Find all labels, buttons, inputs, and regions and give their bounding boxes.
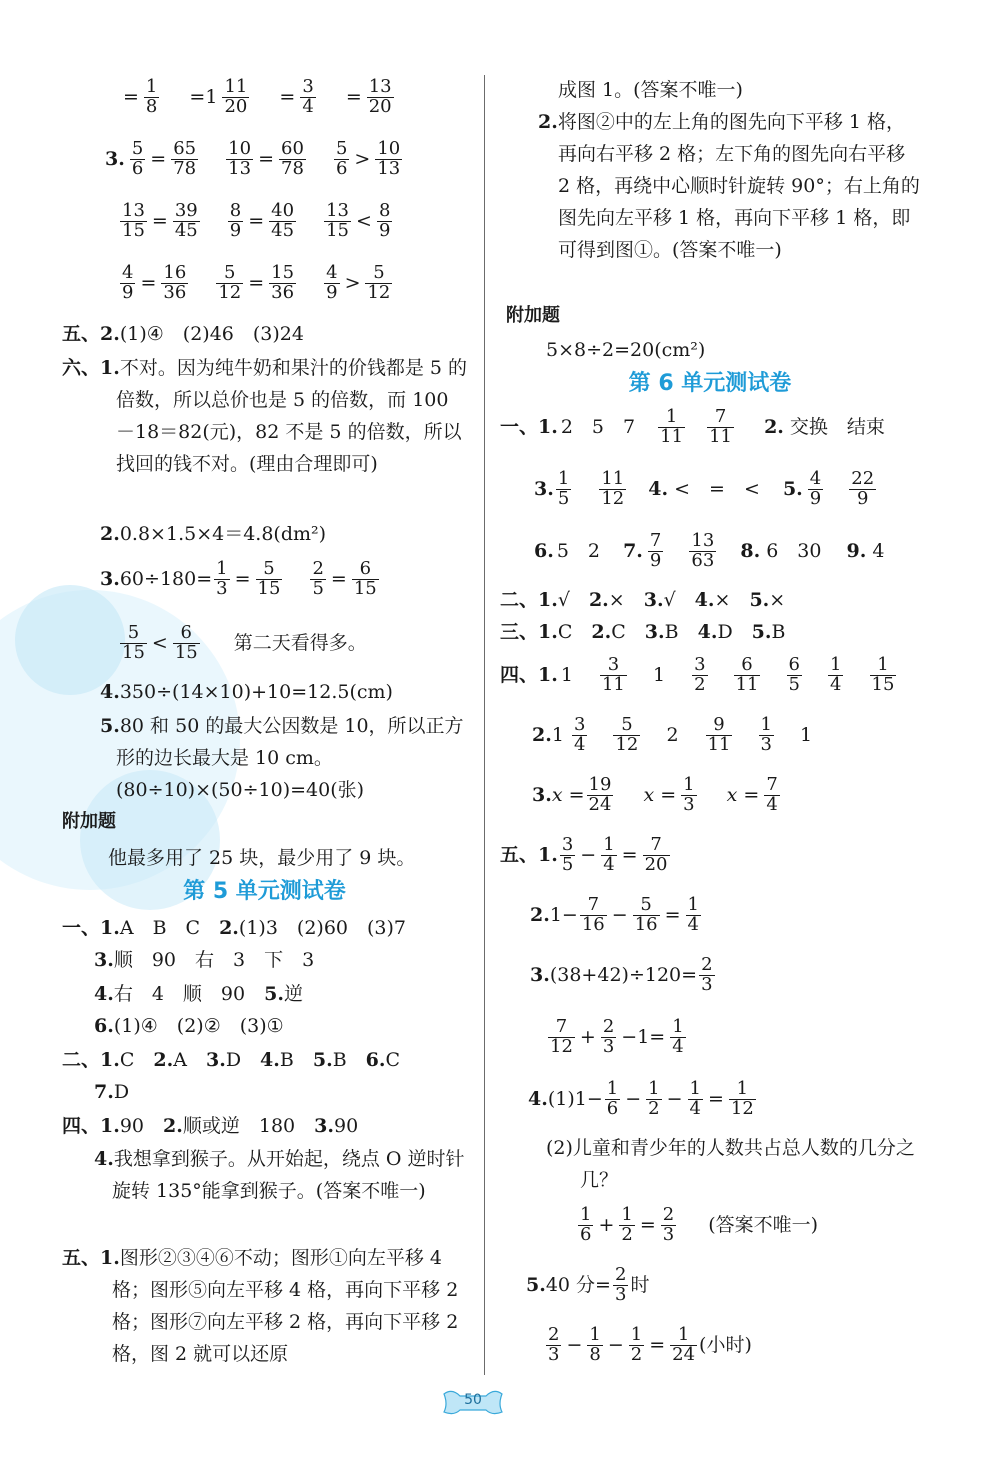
fraction-compare-row: $\frac{13}{15}$ = $\frac{39}{45}$ $\frac{8}{9}$ = $\frac{40}{45}$ $\frac{13}{15}$ < $\frac{8}{9}$	[122, 200, 391, 241]
answer-line: 5×8÷2=20(cm²)	[546, 339, 706, 361]
unit-5-title: 第 5 单元测试卷	[183, 879, 346, 904]
answer-equation: 2.1− $\frac{7}{16}$ − $\frac{5}{16}$ = $\frac{1}{4}$	[530, 894, 699, 935]
answer-equation: $\frac{7}{12}$ + $\frac{2}{3}$ −1= $\frac{1}{4}$	[550, 1016, 684, 1057]
answer-line: 他最多用了 25 块，最少用了 9 块。	[108, 847, 416, 869]
answer-equation: 3.(38+42)÷120= $\frac{2}{3}$	[530, 954, 713, 995]
answer-equation: 一、1. 2 5 7 $\frac{1}{11}$ $\frac{7}{11}$ 2. 交换 结束	[500, 406, 885, 447]
answer-equation: $\frac{2}{3}$ − $\frac{1}{8}$ − $\frac{1}{2}$ = $\frac{1}{24}$ (小时)	[548, 1324, 752, 1365]
answer-equation: 3. $\frac{1}{5}$ $\frac{11}{12}$ 4. < = < 5. $\frac{4}{9}$ $\frac{22}{9}$	[534, 468, 875, 509]
answer-line: 二、1.√ 2.× 3.√ 4.× 5.×	[500, 589, 786, 611]
answer-line: 4.右 4 顺 90 5.逆	[94, 983, 303, 1005]
answer-line: 7.D	[94, 1081, 130, 1103]
answer-line: 一、1.A B C 2.(1)3 (2)60 (3)7	[62, 917, 407, 939]
answer-equation: 4.(1)1− $\frac{1}{6}$ − $\frac{1}{2}$ − $\frac{1}{4}$ = $\frac{1}{12}$	[528, 1078, 754, 1119]
bonus-title: 附加题	[506, 305, 560, 326]
left-column	[62, 0, 467, 1400]
bonus-title: 附加题	[62, 811, 116, 832]
answer-paragraph: 5.80 和 50 的最大公因数是 10，所以正方形的边长最大是 10 cm。	[100, 715, 464, 769]
page-number-badge	[440, 1388, 506, 1416]
answer-equation: $\frac{1}{6}$ + $\frac{1}{2}$ = $\frac{2}{3}$ (答案不唯一)	[580, 1204, 819, 1245]
fraction: $\frac{13}{20}$	[368, 76, 392, 117]
fraction: $\frac{11}{20}$	[224, 76, 248, 117]
answer-line: 4.350÷(14×10)+10=12.5(cm)	[100, 681, 393, 703]
fraction-row: = $\frac{1}{8}$ =1 $\frac{11}{20}$ = $\frac{3}{4}$ = $\frac{13}{20}$	[123, 76, 392, 117]
answer-equation: 3.x = $\frac{19}{24}$ x = $\frac{1}{3}$ x = $\frac{7}{4}$	[532, 774, 778, 815]
answer-equation: 6. 5 2 7. $\frac{7}{9}$ $\frac{13}{63}$ 8. 6 30 9. 4	[534, 530, 885, 571]
right-column	[500, 0, 920, 1400]
page-number: 50	[464, 1392, 482, 1408]
fraction: $\frac{1}{8}$	[145, 76, 158, 117]
fraction: $\frac{3}{4}$	[302, 76, 314, 117]
answer-paragraph: 五、1.图形②③④⑥不动；图形①向左平移 4 格；图形⑤向左平移 4 格，再向下平移 2 格；图形⑦向左平移 2 格，再向下平移 2 格，图 2 就可以还原	[62, 1247, 459, 1365]
answer-equation: 五、1. $\frac{3}{5}$ − $\frac{1}{4}$ = $\frac{7}{20}$	[500, 834, 668, 875]
answer-paragraph: (2)儿童和青少年的人数共占总人数的几分之几？	[546, 1137, 915, 1191]
answer-equation: 2.1 $\frac{3}{4}$ $\frac{5}{12}$ 2 $\frac{9}{11}$ $\frac{1}{3}$ 1	[532, 714, 813, 755]
answer-equation: 5.40 分= $\frac{2}{3}$ 时	[526, 1264, 650, 1305]
answer-line: 二、1.C 2.A 3.D 4.B 5.B 6.C	[62, 1049, 401, 1071]
answer-paragraph: 4.我想拿到猴子。从开始起，绕点 O 逆时针旋转 135°能拿到猴子。(答案不唯一)	[94, 1148, 465, 1202]
answer-equation: 3.60÷180= $\frac{1}{3}$ = $\frac{5}{15}$ $\frac{2}{5}$ = $\frac{6}{15}$	[100, 558, 377, 599]
answer-equation: 四、1. 1 $\frac{3}{11}$ 1 $\frac{3}{2}$ $\frac{6}{11}$ $\frac{6}{5}$ $\frac{1}{4}$ $\frac{1}{15}$	[500, 654, 895, 695]
answer-paragraph: 2.将图②中的左上角的图先向下平移 1 格，再向右平移 2 格；左下角的图先向右平移 2 格，再绕中心顺时针旋转 90°；右上角的图先向左平移 1 格，再向下平移 1 格，即可得到图①。(答案不唯一)	[538, 111, 920, 261]
answer-line: 3.顺 90 右 3 下 3	[94, 949, 315, 971]
answer-line: 6.(1)④ (2)② (3)①	[94, 1015, 284, 1037]
answer-line: 成图 1。(答案不唯一)	[558, 79, 743, 101]
answer-line: 五、2.(1)④ (2)46 (3)24	[62, 323, 304, 345]
answer-line: 三、1.C 2.C 3.B 4.D 5.B	[500, 621, 786, 643]
column-divider	[484, 75, 485, 1375]
answer-equation: $\frac{5}{15}$ < $\frac{6}{15}$ 第二天看得多。	[122, 622, 367, 663]
unit-6-title: 第 6 单元测试卷	[628, 371, 792, 396]
answer-line: 四、1.90 2.顺或逆 180 3.90	[62, 1115, 359, 1137]
fraction-compare-row: $\frac{4}{9}$ = $\frac{16}{36}$ $\frac{5}{12}$ = $\frac{15}{36}$ $\frac{4}{9}$ > $\frac{5}{12}$	[122, 262, 391, 303]
answer-line: 2.0.8×1.5×4＝4.8(dm²)	[100, 523, 327, 545]
answer-line: (80÷10)×(50÷10)=40(张)	[116, 779, 365, 801]
answer-paragraph: 六、1.不对。因为纯牛奶和果汁的价钱都是 5 的倍数，所以总价也是 5 的倍数，而 100－18＝82(元)，82 不是 5 的倍数，所以找回的钱不对。(理由合理即可)	[62, 357, 468, 475]
fraction-compare-row: 3. $\frac{5}{6}$ = $\frac{65}{78}$ $\frac{10}{13}$ = $\frac{60}{78}$ $\frac{5}{6}$ > $\frac{10}{13}$	[105, 138, 401, 179]
